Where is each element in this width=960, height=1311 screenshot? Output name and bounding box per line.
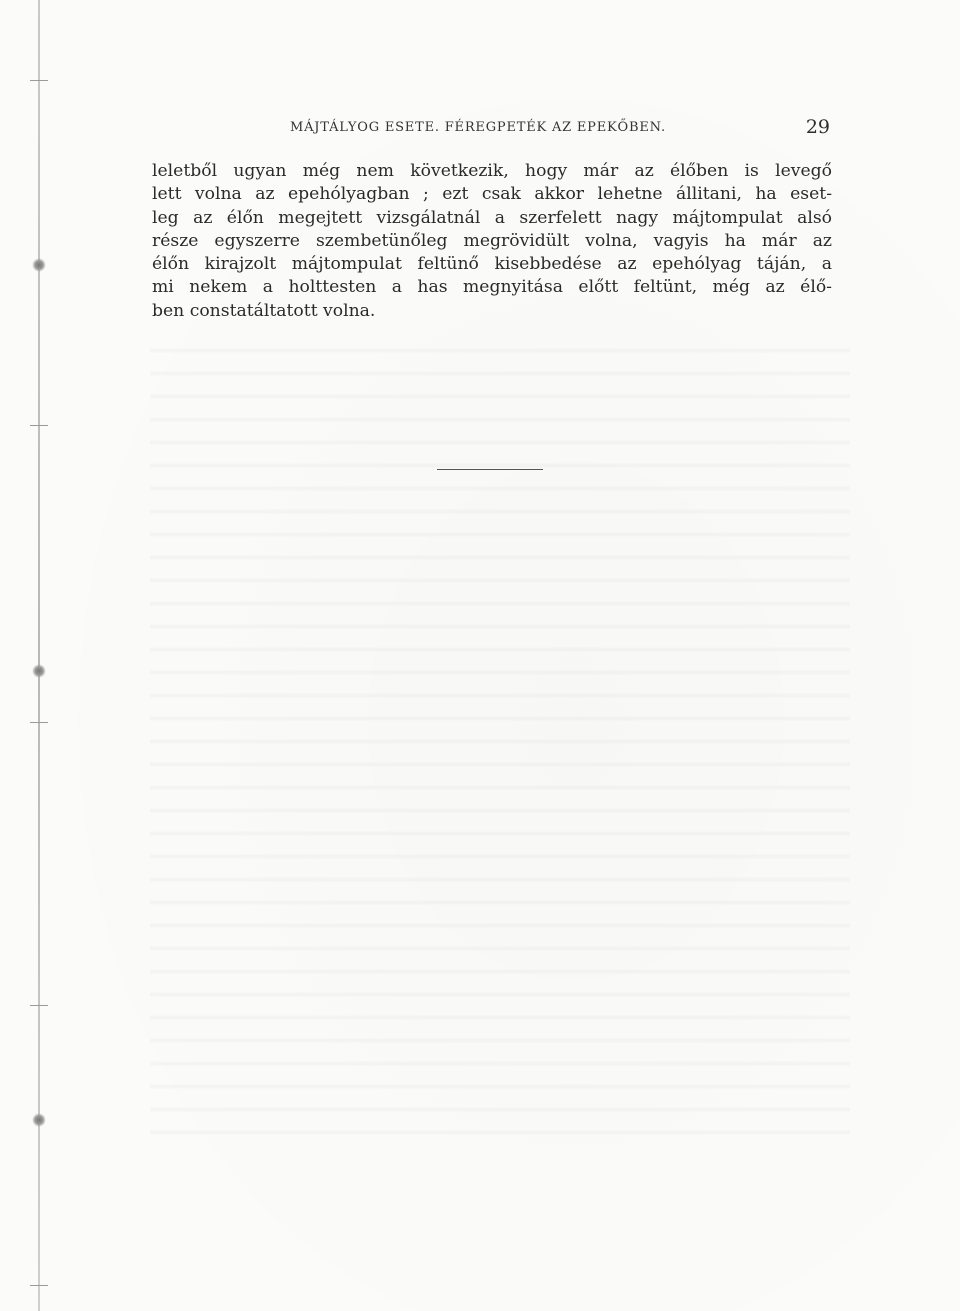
text-line: ben constatáltatott volna. [152,300,376,321]
binding-hole-icon [32,664,46,678]
body-paragraph [152,160,832,323]
text-line: leletből ugyan még nem következik, hogy már az élőben is levegő [152,161,832,181]
text-line: lett volna az epehólyagban ; ezt csak akkor lehetne állitani, ha eset- [152,184,832,205]
show-through-texture [150,330,850,1150]
binding-hole-icon [32,258,46,272]
binding-hole-icon [32,1113,46,1127]
text-line: mi nekem a holttesten a has megnyitása előtt feltünt, még az élő- [152,277,832,298]
text-line: élőn kirajzolt májtompulat feltünő kisebbedése az epehólyag táján, a [152,254,832,275]
text-line: része egyszerre szembetünőleg megrövidült volna, vagyis ha már az [152,230,832,251]
binding-tick [30,80,48,81]
binding-tick [30,1285,48,1286]
text-line: leg az élőn megejtett vizsgálatnál a szerfelett nagy májtompulat alsó [152,207,832,228]
page-header [150,116,840,140]
running-head: MÁJTÁLYOG ESETE. FÉREGPETÉK AZ EPEKŐBEN. [290,120,666,135]
section-separator [437,469,543,470]
binding-tick [30,1005,48,1006]
binding-tick [30,722,48,723]
page-number: 29 [805,116,830,138]
binding-tick [30,425,48,426]
